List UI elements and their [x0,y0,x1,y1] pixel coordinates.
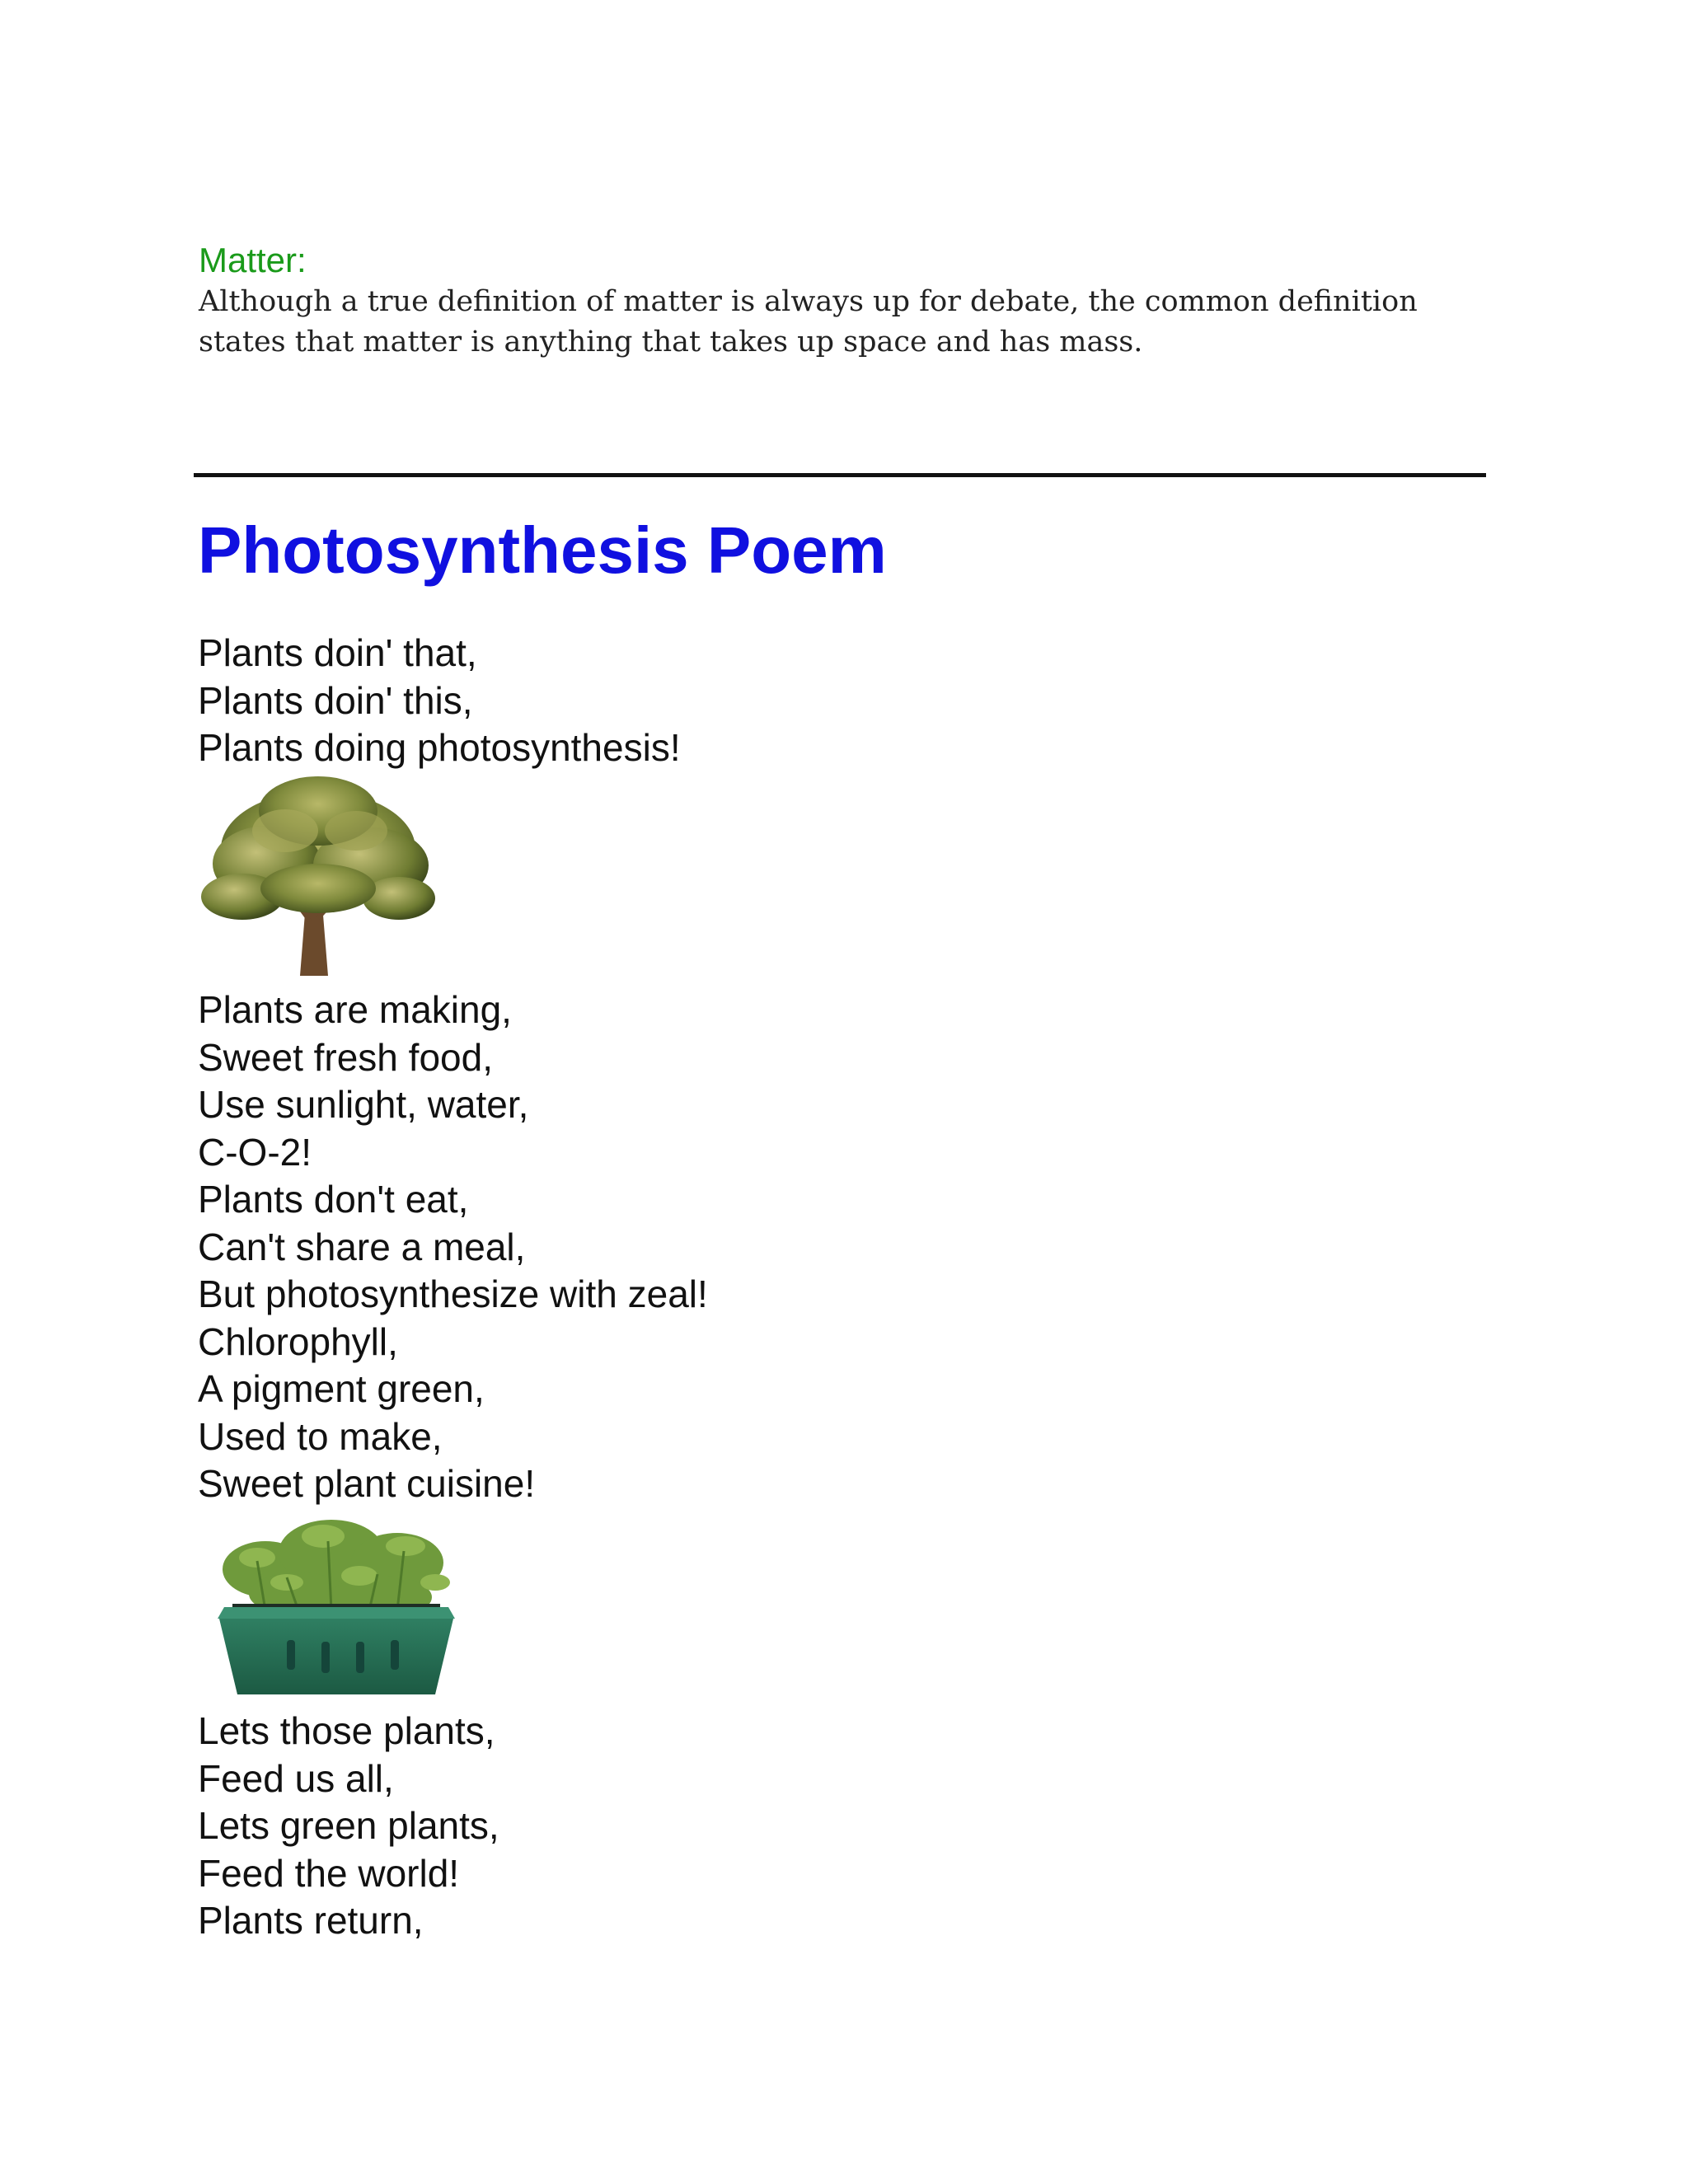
poem-line: A pigment green, [198,1367,485,1410]
tree-illustration [195,773,438,976]
poem-line: Feed us all, [198,1756,394,1800]
stanza-2 [198,987,708,1508]
poem-line: Sweet fresh food, [198,1035,493,1079]
poem-line: Lets those plants, [198,1709,495,1752]
poem-line: Plants doing photosynthesis! [198,726,681,769]
poem-line: Plants doin' this, [198,678,473,722]
poem-line: But photosynthesize with zeal! [198,1272,708,1315]
poem-line: Plants doin' that, [198,631,477,674]
poem-line: Chlorophyll, [198,1319,398,1363]
horizontal-rule [194,473,1486,477]
poem-line: Plants return, [198,1899,424,1942]
poem-line: Plants are making, [198,988,512,1031]
poem-line: Use sunlight, water, [198,1083,529,1126]
poem-title: Photosynthesis Poem [198,513,887,587]
poem-line: Used to make, [198,1414,443,1458]
seedling-tray-illustration [208,1511,465,1701]
poem-line: Feed the world! [198,1851,460,1895]
poem-line: Lets green plants, [198,1804,499,1847]
term-label: Matter: [199,241,307,279]
poem-line: Can't share a meal, [198,1225,526,1268]
poem-line: C-O-2! [198,1130,312,1174]
definition-text: Although a true definition of matter is always up for debate, the common definition states that matter is anything that takes up space and has mass. [199,285,1418,359]
stanza-1 [198,630,681,772]
poem-line: Sweet plant cuisine! [198,1462,536,1505]
poem-line: Plants don't eat, [198,1178,469,1221]
stanza-3 [198,1708,499,1945]
